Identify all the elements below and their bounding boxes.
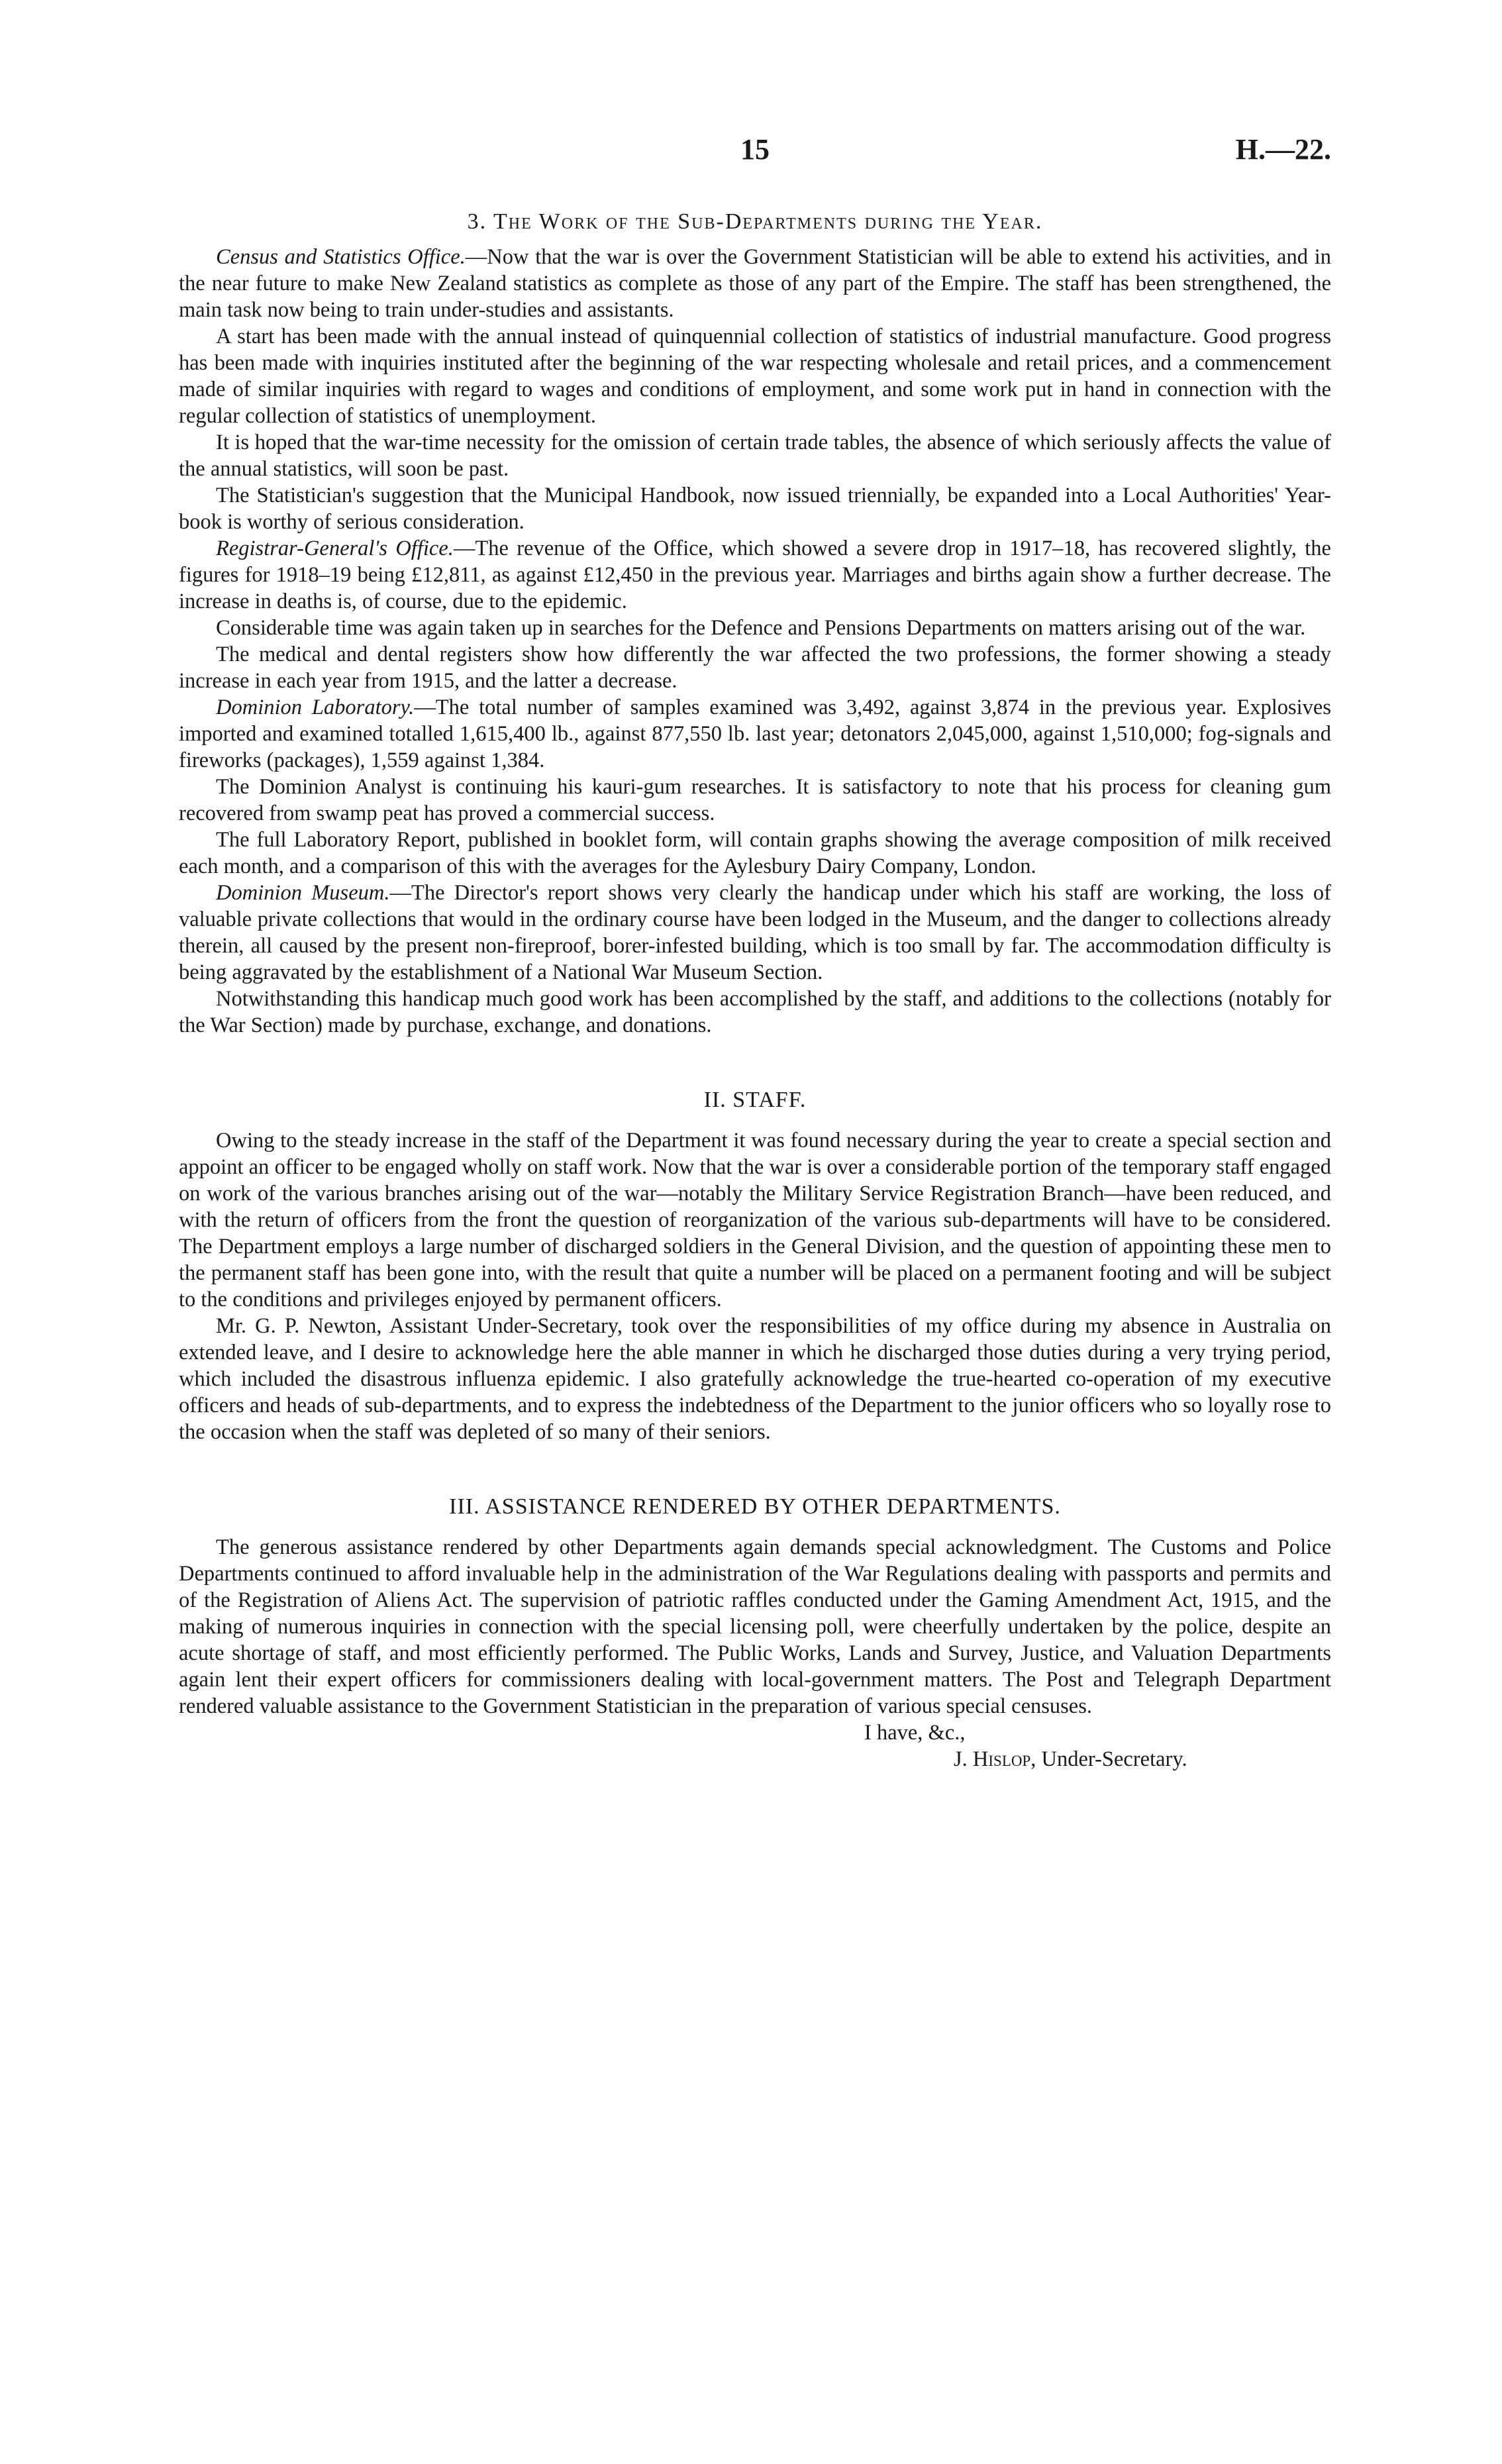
signoff <box>179 1720 1331 1772</box>
closing-line: I have, &c., <box>864 1721 966 1745</box>
paragraph <box>179 827 1331 880</box>
paragraph <box>179 535 1331 615</box>
paragraph-text: The medical and dental registers show how differently the war affected the two professions, the former showing a steady increase in each year from 1915, and the latter a decrease. <box>179 642 1331 693</box>
signature-line <box>954 1746 1331 1772</box>
paragraph-text: —Now that the war is over the Government Statistician will be able to extend his activities, and in the near future to make New Zealand statistics as complete as those of any part of the Empire. The staff has been strengthened, the main task now being to train under-studies and assistants. <box>179 245 1331 322</box>
paragraph <box>179 323 1331 429</box>
document-reference: H.—22. <box>1235 133 1331 166</box>
paragraph <box>179 429 1331 482</box>
paragraph: Mr. G. P. Newton, Assistant Under-Secretary, took over the responsibilities of my office during my absence in Australia on extended leave, and I desire to acknowledge here the able manner in which he discharged those duties during a very trying period, which included the disastrous influenza epidemic. I also gratefully acknowledge the true-hearted co-operation of my executive officers and heads of sub-departments, and to express the indebtedness of the Department to the junior officers who so loyally rose to the occasion when the staff was depleted of so many of their seniors. <box>179 1314 1331 1444</box>
paragraph-text: A start has been made with the annual instead of quinquennial collection of statistics of industrial manufacture. Good progress has been made with inquiries instituted after the beginning of the war respecting wholesale and retail prices, and a commencement made of similar inquiries with regard to wages and conditions of employment, and some work put in hand in connection with the regular collection of statistics of unemployment. <box>179 325 1331 428</box>
paragraph-text: The Statistician's suggestion that the Municipal Handbook, now issued triennially, be expanded into a Local Authorities' Year-book is worthy of serious consideration. <box>179 484 1331 534</box>
paragraph <box>179 482 1331 535</box>
paragraph <box>179 615 1331 641</box>
section-assistance <box>179 1534 1331 1720</box>
section-heading-staff: II. STAFF. <box>703 1088 807 1112</box>
signatory-title: , Under-Secretary. <box>1030 1747 1187 1771</box>
paragraph-title: Census and Statistics Office. <box>216 245 466 269</box>
paragraph <box>179 244 1331 323</box>
signatory-initial: J. <box>954 1747 973 1771</box>
page-number: 15 <box>740 133 770 166</box>
paragraph-text: The full Laboratory Report, published in booklet form, will contain graphs showing the average composition of milk received each month, and a comparison of this with the averages for the Aylesbury Dairy Company, London. <box>179 828 1331 878</box>
paragraph-text: Considerable time was again taken up in searches for the Defence and Pensions Departments on matters arising out of the war. <box>216 616 1306 640</box>
paragraph <box>179 774 1331 827</box>
section-sub-departments <box>179 244 1331 1039</box>
paragraph: Owing to the steady increase in the staff of the Department it was found necessary during the year to create a special section and appoint an officer to be engaged wholly on staff work. Now that the war is over a considerable portion of the temporary staff engaged on work of the various branches arising out of the war—notably the Military Service Registration Branch—have been reduced, and with the return of officers from the front the question of reorganization of the various sub-departments will have to be considered. The Department employs a large number of discharged soldiers in the General Division, and the question of appointing these men to the permanent staff has been gone into, with the result that quite a number will be placed on a permanent footing and will be subject to the conditions and privileges enjoyed by permanent officers. <box>179 1129 1331 1311</box>
paragraph <box>179 641 1331 694</box>
section-staff <box>179 1127 1331 1445</box>
section-heading-sub-departments: 3. The Work of the Sub-Departments during the Year. <box>467 209 1043 234</box>
paragraph-title: Dominion Laboratory. <box>216 695 415 719</box>
paragraph-title: Dominion Museum. <box>216 881 390 905</box>
paragraph-text: —The total number of samples examined was 3,492, against 3,874 in the previous year. Explosives imported and examined totalled 1,615,400 lb., against 877,550 lb. last year; detonators 2,045,000, against 1,510,000; fog-signals and fireworks (packages), 1,559 against 1,384. <box>179 695 1331 772</box>
signatory-surname: Hislop <box>972 1747 1031 1771</box>
paragraph: The generous assistance rendered by other Departments again demands special acknowledgment. The Customs and Police Departments continued to afford invaluable help in the administration of the War Regulations dealing with passports and permits and of the Registration of Aliens Act. The supervision of patriotic raffles conducted under the Gaming Amendment Act, 1915, and the making of numerous inquiries in connection with the special licensing poll, were cheerfully undertaken by the police, despite an acute shortage of staff, and most efficiently performed. The Public Works, Lands and Survey, Justice, and Valuation Departments again lent their expert officers for commissioners dealing with local-government matters. The Post and Telegraph Department rendered valuable assistance to the Government Statistician in the preparation of various special censuses. <box>179 1535 1331 1718</box>
paragraph-title: Registrar-General's Office. <box>216 537 454 560</box>
paragraph-text: —The Director's report shows very clearly the handicap under which his staff are working, the loss of valuable private collections that would in the ordinary course have been lodged in the Museum, and the danger to collections already therein, all caused by the present non-fireproof, borer-infested building, which is too small by far. The accommodation difficulty is being aggravated by the establishment of a National War Museum Section. <box>179 881 1331 984</box>
section-heading-assistance: III. ASSISTANCE RENDERED BY OTHER DEPARTMENTS. <box>449 1494 1061 1519</box>
document-page <box>179 132 1331 1772</box>
paragraph-text: It is hoped that the war-time necessity for the omission of certain trade tables, the absence of which seriously affects the value of the annual statistics, will soon be past. <box>179 431 1331 481</box>
paragraph <box>179 694 1331 774</box>
paragraph <box>179 986 1331 1039</box>
paragraph-text: Notwithstanding this handicap much good work has been accomplished by the staff, and additions to the collections (notably for the War Section) made by purchase, exchange, and donations. <box>179 987 1331 1037</box>
paragraph-text: The Dominion Analyst is continuing his kauri-gum researches. It is satisfactory to note that his process for cleaning gum recovered from swamp peat has proved a commercial success. <box>179 775 1331 825</box>
page-header <box>179 132 1331 192</box>
paragraph <box>179 880 1331 986</box>
paragraph-text: —The revenue of the Office, which showed a severe drop in 1917–18, has recovered slightly, the figures for 1918–19 being £12,811, as against £12,450 in the previous year. Marriages and births again show a further decrease. The increase in deaths is, of course, due to the epidemic. <box>179 537 1331 613</box>
